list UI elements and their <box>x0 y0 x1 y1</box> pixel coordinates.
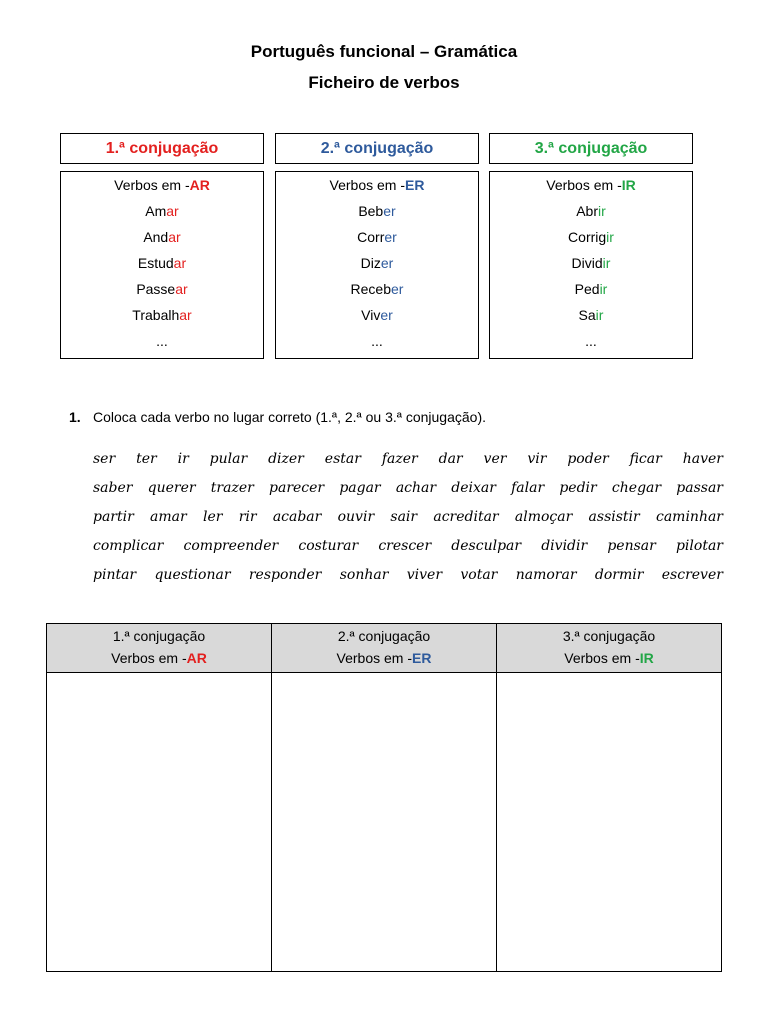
verb-word: acreditar <box>433 509 499 525</box>
conjugation-3-box <box>489 171 693 359</box>
column-header-ar <box>47 624 272 673</box>
rule-line <box>61 173 263 199</box>
verb-ending: ir <box>602 255 611 271</box>
verb-stem: Sa <box>578 307 596 323</box>
ellipsis: ... <box>156 333 168 349</box>
verb-example <box>276 225 478 251</box>
verb-stem: Corrig <box>568 229 607 245</box>
verb-word: dormir <box>594 567 644 583</box>
verb-stem: Corr <box>357 229 385 245</box>
verb-ending: ar <box>166 203 179 219</box>
verb-word: caminhar <box>655 509 723 525</box>
word-row <box>93 538 723 554</box>
verb-word: sonhar <box>339 567 389 583</box>
verb-word: namorar <box>515 567 577 583</box>
verb-example <box>490 303 692 329</box>
verb-ending: ir <box>595 307 604 323</box>
verb-word: trazer <box>210 480 254 496</box>
verb-word: amar <box>150 509 187 525</box>
page-subtitle: Ficheiro de verbos <box>308 73 460 92</box>
verb-word: ir <box>177 451 189 467</box>
verb-ending: er <box>384 229 397 245</box>
column-heading: 1.ª conjugação <box>112 628 206 644</box>
column-rule <box>498 647 720 669</box>
verb-ending: er <box>380 255 394 271</box>
exercise-instruction <box>69 409 486 425</box>
verb-example <box>490 199 692 225</box>
verb-stem: And <box>143 229 169 245</box>
answer-cell-er[interactable] <box>272 673 497 972</box>
verb-example <box>276 303 478 329</box>
conjugation-2-box <box>275 171 479 359</box>
verb-word: pensar <box>607 538 656 554</box>
verb-stem: Diz <box>360 255 381 271</box>
verb-word: rir <box>238 509 257 525</box>
verb-word: escrever <box>661 567 723 583</box>
verb-word: pagar <box>339 480 381 496</box>
verb-ending: er <box>383 203 396 219</box>
verb-example <box>276 277 478 303</box>
conjugation-2-heading: 2.ª conjugação <box>275 133 479 164</box>
word-row <box>93 509 723 525</box>
column-heading: 3.ª conjugação <box>562 628 656 644</box>
verb-stem: Ped <box>574 281 600 297</box>
verb-word: questionar <box>154 567 231 583</box>
verb-word: ficar <box>629 451 662 467</box>
verb-example <box>490 277 692 303</box>
rule-ending: AR <box>189 177 210 193</box>
verb-word: assistir <box>588 509 640 525</box>
verb-ending: er <box>380 307 393 323</box>
verb-stem: Divid <box>571 255 603 271</box>
verb-word: falar <box>511 480 545 496</box>
verb-example <box>61 225 263 251</box>
verb-word: dividir <box>541 538 588 554</box>
verb-example <box>61 277 263 303</box>
verb-stem: Estud <box>137 255 174 271</box>
ellipsis: ... <box>585 333 597 349</box>
conjugation-1-box <box>60 171 264 359</box>
verb-ending: ir <box>606 229 614 245</box>
verb-word: almoçar <box>514 509 573 525</box>
rule-line <box>490 173 692 199</box>
verb-word: compreender <box>183 538 279 554</box>
verb-ending: ar <box>175 281 188 297</box>
rule-ending: IR <box>639 650 654 666</box>
verb-word: dizer <box>268 451 304 467</box>
verb-word: chegar <box>611 480 662 496</box>
answer-table <box>46 623 722 972</box>
verb-word: acabar <box>272 509 322 525</box>
rule-ending: ER <box>412 650 432 666</box>
rule-ending: AR <box>186 650 207 666</box>
verb-word: vir <box>527 451 547 467</box>
verb-word: poder <box>567 451 609 467</box>
verb-example <box>490 225 692 251</box>
rule-prefix: Verbos em - <box>329 177 406 193</box>
rule-prefix: Verbos em - <box>546 177 622 193</box>
verb-word: pintar <box>93 567 137 583</box>
verb-stem: Receb <box>350 281 391 297</box>
verb-stem: Abr <box>576 203 598 219</box>
verb-word: complicar <box>93 538 164 554</box>
verb-stem: Beb <box>358 203 384 219</box>
verb-ending: ir <box>599 281 608 297</box>
word-row <box>93 567 723 583</box>
verb-word: votar <box>460 567 498 583</box>
column-rule <box>48 647 270 669</box>
verb-word: responder <box>248 567 322 583</box>
rule-line <box>276 173 478 199</box>
verb-word: sair <box>390 509 418 525</box>
verb-example <box>276 199 478 225</box>
verb-word: ler <box>202 509 223 525</box>
answer-table-body <box>47 673 722 972</box>
verb-word: saber <box>93 480 133 496</box>
verb-ending: er <box>391 281 404 297</box>
rule-prefix: Verbos em - <box>111 650 187 666</box>
exercise-text: Coloca cada verbo no lugar correto (1.ª, 2.ª ou 3.ª conjugação). <box>93 409 486 425</box>
verb-ending: ir <box>598 203 606 219</box>
rule-ending: ER <box>405 177 425 193</box>
ellipsis: ... <box>371 333 383 349</box>
verb-stem: Passe <box>136 281 176 297</box>
verb-ending: ar <box>179 307 192 323</box>
rule-ending: IR <box>621 177 636 193</box>
verb-example <box>61 199 263 225</box>
verb-word: fazer <box>381 451 418 467</box>
verb-stem: Trabalh <box>132 307 180 323</box>
column-header-er <box>272 624 497 673</box>
verb-word: pedir <box>559 480 597 496</box>
verb-word: querer <box>147 480 196 496</box>
column-heading: 2.ª conjugação <box>337 628 431 644</box>
answer-table-header <box>47 624 722 673</box>
rule-prefix: Verbos em - <box>564 650 640 666</box>
verb-word: deixar <box>451 480 496 496</box>
conjugation-1-heading: 1.ª conjugação <box>60 133 264 164</box>
rule-prefix: Verbos em - <box>114 177 190 193</box>
column-header-ir <box>497 624 722 673</box>
verb-word: achar <box>395 480 437 496</box>
verb-stem: Am <box>145 203 167 219</box>
verb-example <box>61 251 263 277</box>
verb-word: crescer <box>378 538 432 554</box>
column-rule <box>273 647 495 669</box>
verb-word: pular <box>209 451 248 467</box>
verb-word: haver <box>682 451 723 467</box>
verb-word: dar <box>438 451 463 467</box>
verb-example <box>276 251 478 277</box>
verb-example <box>61 303 263 329</box>
verb-word: parecer <box>269 480 325 496</box>
verb-stem: Viv <box>361 307 381 323</box>
answer-cell-ar[interactable] <box>47 673 272 972</box>
verb-example <box>490 251 692 277</box>
conjugation-3-heading: 3.ª conjugação <box>489 133 693 164</box>
verb-word: ser <box>93 451 116 467</box>
verb-ending: ar <box>173 255 187 271</box>
verb-ending: ar <box>168 229 181 245</box>
page-title: Português funcional – Gramática <box>250 42 518 61</box>
rule-prefix: Verbos em - <box>336 650 413 666</box>
exercise-number: 1. <box>69 409 81 425</box>
verb-word: passar <box>676 480 723 496</box>
word-row <box>93 480 723 496</box>
verb-word: ter <box>136 451 157 467</box>
verb-word: pilotar <box>675 538 723 554</box>
verb-word: costurar <box>298 538 359 554</box>
verb-word: desculpar <box>451 538 522 554</box>
answer-cell-ir[interactable] <box>497 673 722 972</box>
verb-word: ouvir <box>337 509 375 525</box>
verb-word: partir <box>93 509 134 525</box>
verb-word: viver <box>406 567 443 583</box>
word-row <box>93 451 723 467</box>
verb-word: ver <box>483 451 507 467</box>
verb-word: estar <box>324 451 361 467</box>
